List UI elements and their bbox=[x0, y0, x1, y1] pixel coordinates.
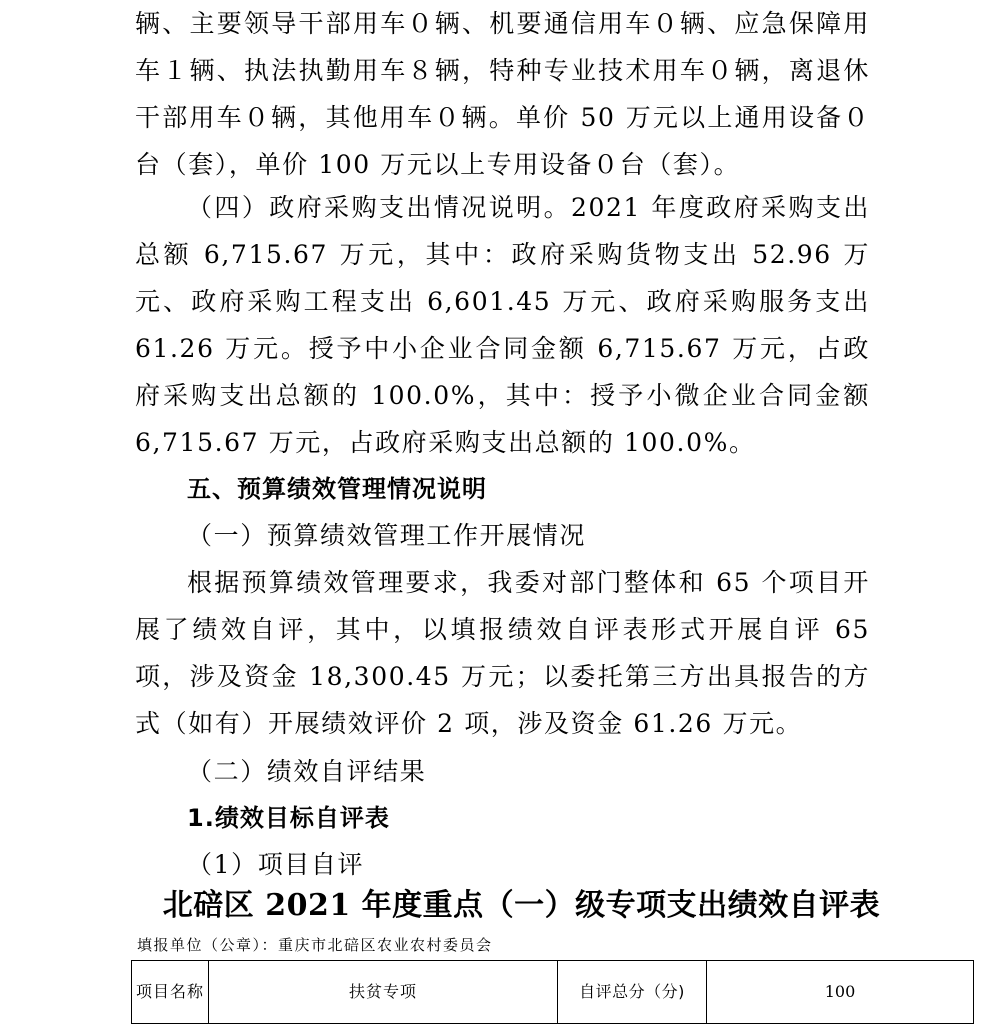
table-row bbox=[132, 961, 974, 1024]
paragraph-vehicles: 辆、主要领导干部用车０辆、机要通信用车０辆、应急保障用车１辆、执法执勤用车８辆，特种专业技术用车０辆，离退休干部用车０辆，其他用车０辆。单价 50 万元以上通用设备０台（套），单价 100 万元以上专用设备０台（套）。 bbox=[135, 9, 870, 179]
paragraph-self-evaluation: 根据预算绩效管理要求，我委对部门整体和 65 个项目开展了绩效自评，其中，以填报绩效自评表形式开展自评 65 项，涉及资金 18,300.45 万元；以委托第三方出具报告的方式（如有）开展绩效评价 2 项，涉及资金 61.26 万元。 bbox=[135, 568, 870, 738]
table-title: 北碚区 2021 年度重点（一）级专项支出绩效自评表 bbox=[162, 888, 881, 923]
heading-target-self-evaluation-form: 1.绩效目标自评表 bbox=[187, 804, 390, 832]
total-score-value: 100 bbox=[707, 961, 974, 1024]
heading-budget-performance: 五、预算绩效管理情况说明 bbox=[187, 475, 487, 503]
paragraph-government-procurement: （四）政府采购支出情况说明。2021 年度政府采购支出总额 6,715.67 万元，其中：政府采购货物支出 52.96 万元、政府采购工程支出 6,601.45 万元、政府采购服务支出 61.26 万元。授予中小企业合同金额 6,715.67 万元，占政府采购支出总额的 100.0%，其中：授予小微企业合同金额 6,715.67 万元，占政府采购支出总额的 100.0%。 bbox=[135, 193, 870, 457]
subheading-performance-work: （一）预算绩效管理工作开展情况 bbox=[187, 521, 587, 550]
performance-table bbox=[131, 960, 974, 1024]
subheading-project-self-evaluation: （1）项目自评 bbox=[187, 850, 365, 879]
filing-unit-line: 填报单位（公章）：重庆市北碚区农业农村委员会 bbox=[137, 936, 493, 954]
total-score-label: 自评总分（分) bbox=[558, 961, 707, 1024]
subheading-self-evaluation-results: （二）绩效自评结果 bbox=[187, 757, 427, 786]
project-name-label: 项目名称 bbox=[132, 961, 209, 1024]
project-name-value: 扶贫专项 bbox=[209, 961, 558, 1024]
